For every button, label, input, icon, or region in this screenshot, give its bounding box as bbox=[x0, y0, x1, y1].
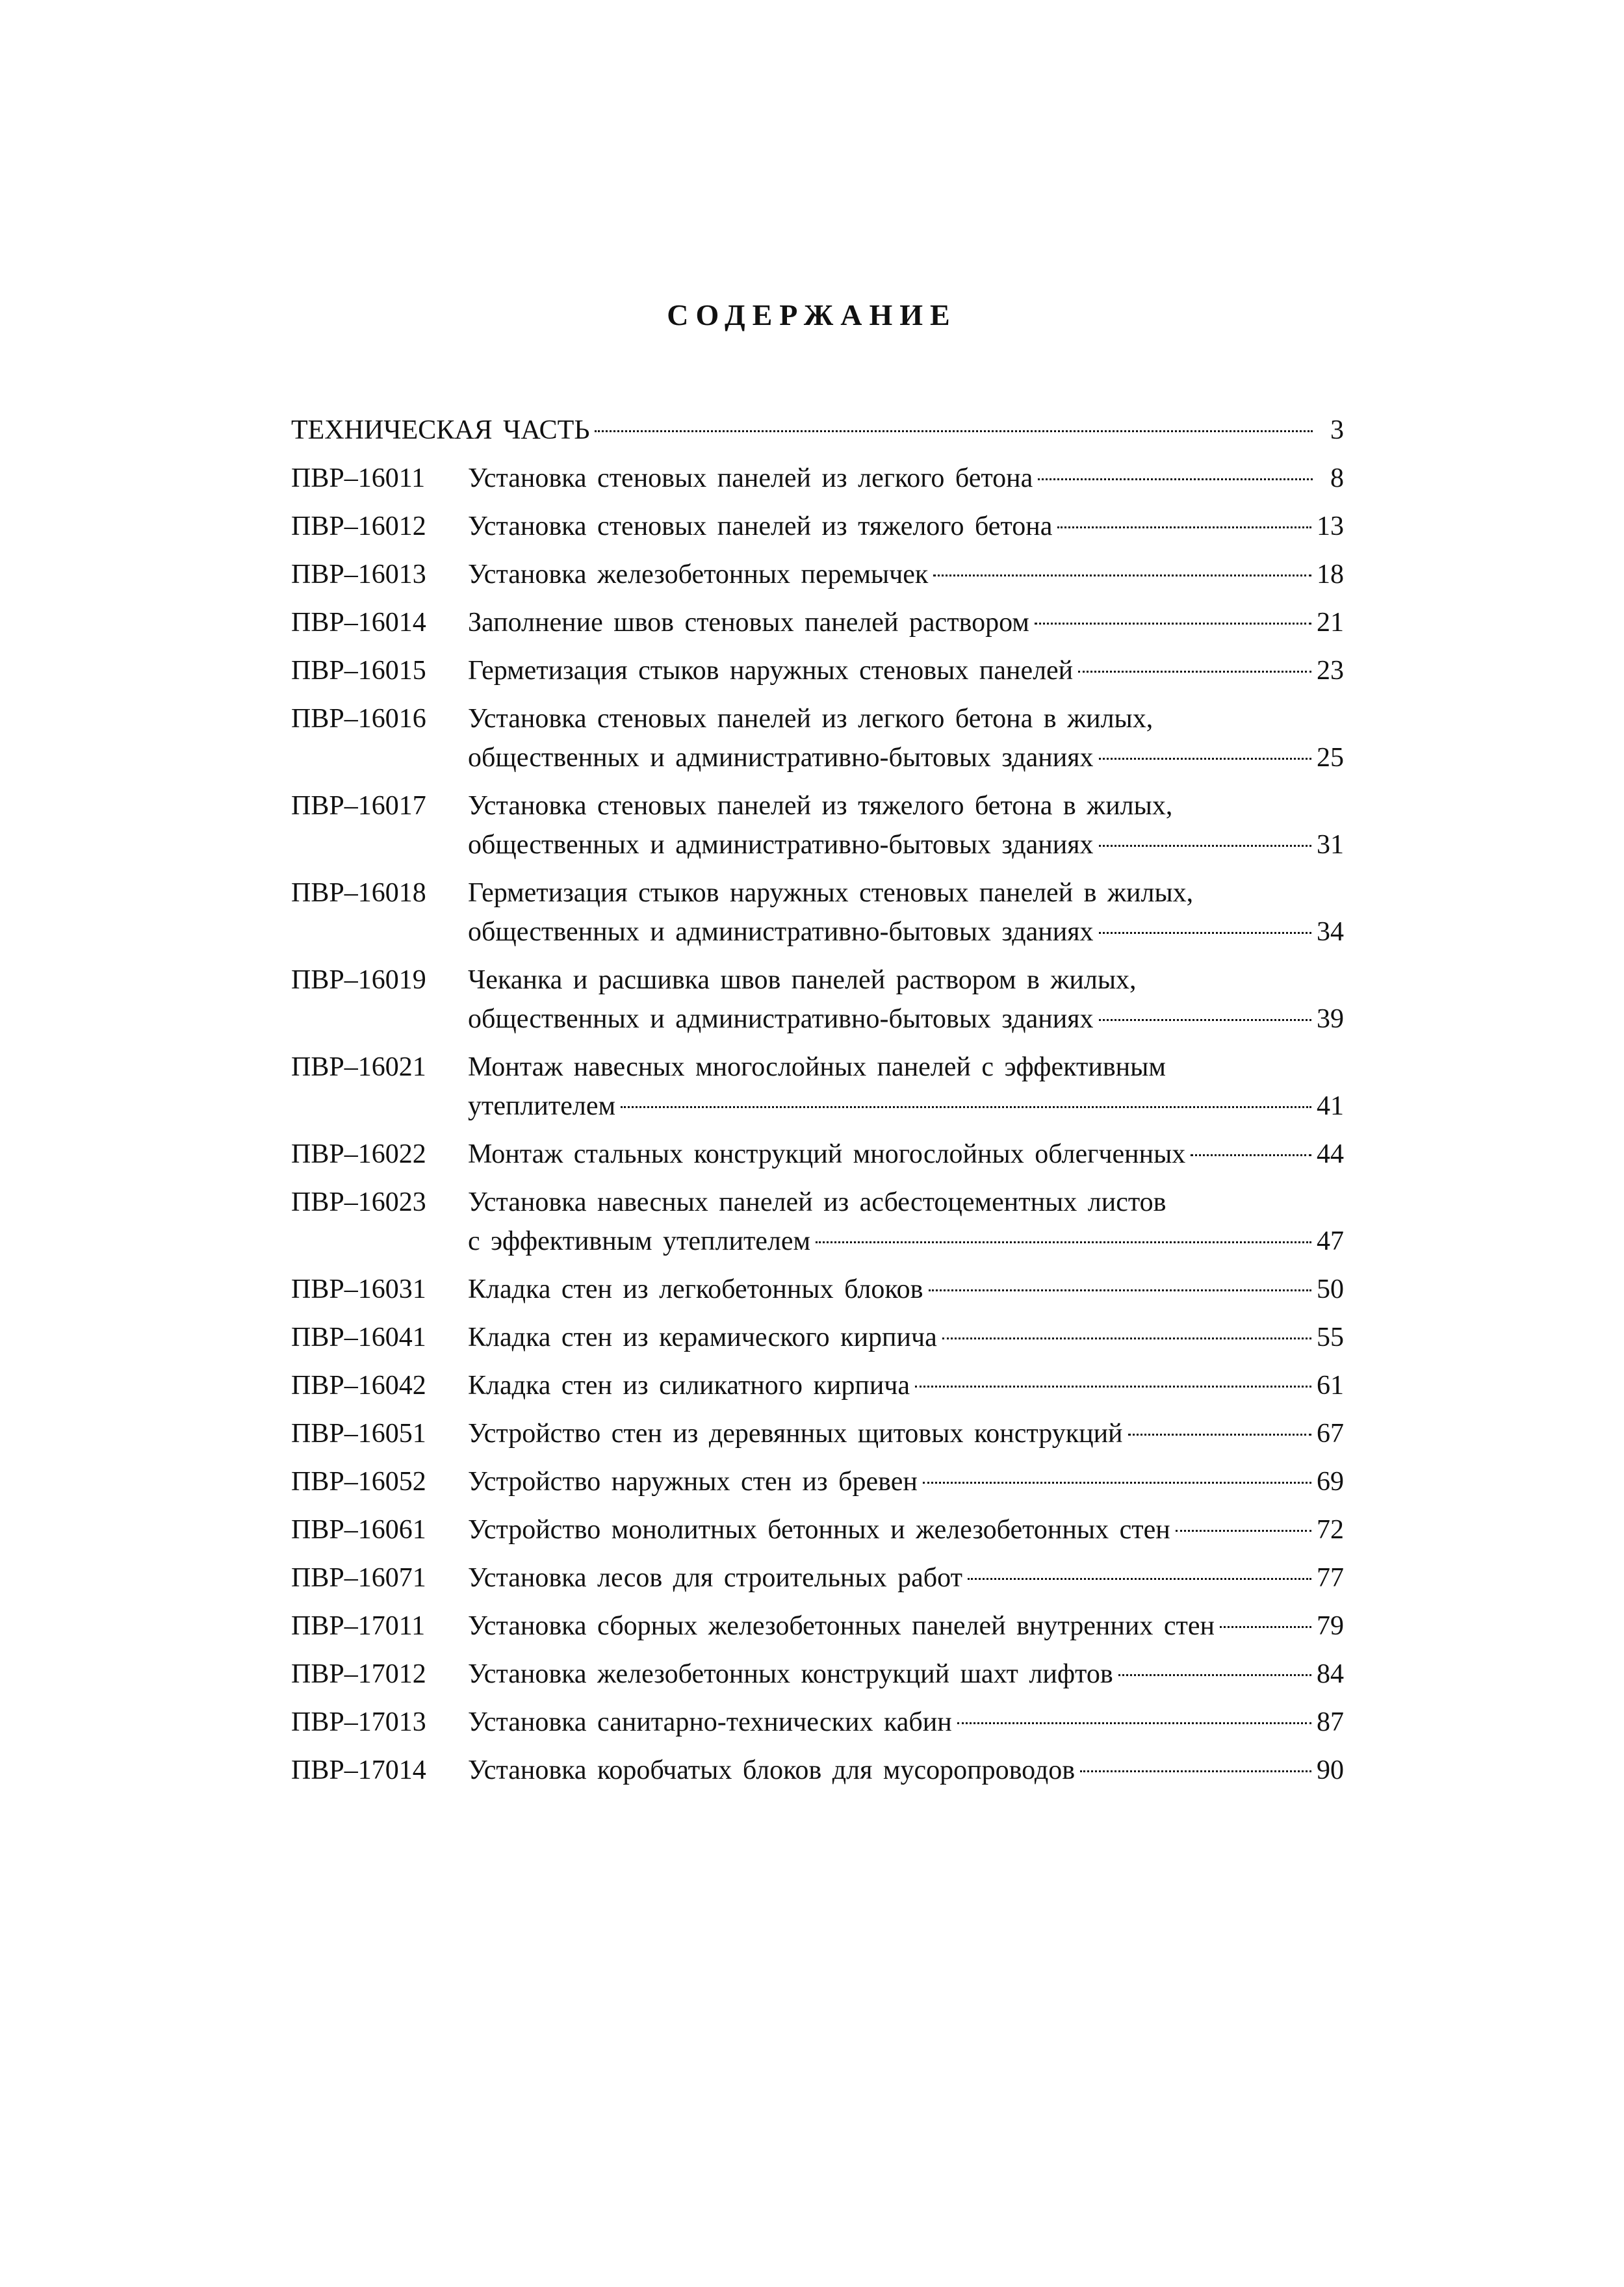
toc-entry-title: Заполнение швов стеновых панелей раствором bbox=[468, 608, 1029, 638]
toc-entry-body bbox=[468, 1414, 1344, 1453]
toc-entry-line bbox=[468, 1703, 1344, 1742]
toc-entry-line bbox=[468, 1183, 1344, 1222]
toc-entry-title: Монтаж навесных многослойных панелей с эффективным bbox=[468, 1052, 1166, 1082]
dot-leader bbox=[1080, 1770, 1311, 1772]
toc-entry-line bbox=[291, 411, 1344, 450]
toc-entry-title: Кладка стен из силикатного кирпича bbox=[468, 1371, 910, 1401]
toc-entry-line bbox=[468, 1135, 1344, 1174]
toc-entry-title: Установка стеновых панелей из легкого бетона bbox=[468, 463, 1033, 493]
toc-entry-line bbox=[468, 555, 1344, 594]
toc-entry-title: Устройство стен из деревянных щитовых конструкций bbox=[468, 1419, 1123, 1449]
toc-entry-code: ПВР–17011 bbox=[291, 1611, 426, 1641]
toc-entry-body bbox=[468, 961, 1344, 1039]
toc-entry-body bbox=[468, 1270, 1344, 1309]
toc-entry-code: ПВР–17012 bbox=[291, 1659, 426, 1689]
toc-entry-title: Герметизация стыков наружных стеновых панелей в жилых, bbox=[468, 878, 1194, 908]
toc-entry-line bbox=[468, 825, 1344, 864]
toc-page-number: 3 bbox=[1330, 415, 1344, 445]
toc-entry-title: с эффективным утеплителем bbox=[468, 1226, 811, 1256]
toc-page-number: 77 bbox=[1317, 1563, 1344, 1593]
toc-entry-body bbox=[468, 1751, 1344, 1790]
toc-entry-title: Установка железобетонных конструкций шахт лифтов bbox=[468, 1659, 1113, 1689]
dot-leader bbox=[1191, 1154, 1311, 1156]
toc-entry-line bbox=[468, 459, 1344, 498]
toc-page-number: 90 bbox=[1317, 1755, 1344, 1785]
toc-entry bbox=[291, 1135, 1344, 1174]
toc-page-number: 87 bbox=[1317, 1707, 1344, 1737]
toc-entry-code: ПВР–17013 bbox=[291, 1707, 426, 1737]
toc-entry-title: Герметизация стыков наружных стеновых панелей bbox=[468, 656, 1074, 686]
toc-entry-code: ПВР–16015 bbox=[291, 656, 426, 686]
toc-entry bbox=[291, 1607, 1344, 1646]
toc-page-number: 34 bbox=[1317, 917, 1344, 947]
toc-entry-line bbox=[468, 1607, 1344, 1646]
toc-entry-code: ПВР–16012 bbox=[291, 511, 426, 541]
dot-leader bbox=[1099, 1019, 1311, 1021]
dot-leader bbox=[942, 1337, 1311, 1339]
toc-page-number: 61 bbox=[1317, 1371, 1344, 1401]
toc-page-number: 25 bbox=[1317, 743, 1344, 773]
toc-page-number: 79 bbox=[1317, 1611, 1344, 1641]
dot-leader bbox=[1176, 1530, 1311, 1532]
toc-entry bbox=[291, 699, 1344, 777]
dot-leader bbox=[816, 1241, 1311, 1243]
toc-entry-title: Установка железобетонных перемычек bbox=[468, 560, 929, 589]
toc-entry-line bbox=[468, 1751, 1344, 1790]
toc-entry-body bbox=[468, 699, 1344, 777]
dot-leader bbox=[1118, 1674, 1311, 1676]
toc-entry-body bbox=[468, 555, 1344, 594]
toc-page-number: 44 bbox=[1317, 1139, 1344, 1169]
dot-leader bbox=[1057, 526, 1311, 528]
toc-entry-code: ПВР–16052 bbox=[291, 1467, 426, 1497]
toc-entry-title: Чеканка и расшивка швов панелей раствором в жилых, bbox=[468, 965, 1137, 995]
table-of-contents bbox=[291, 411, 1344, 1799]
toc-entry-line bbox=[468, 1655, 1344, 1694]
toc-entry-title: Установка санитарно-технических кабин bbox=[468, 1707, 952, 1737]
toc-page-number: 67 bbox=[1317, 1419, 1344, 1449]
toc-page-number: 41 bbox=[1317, 1091, 1344, 1121]
toc-page-number: 18 bbox=[1317, 560, 1344, 589]
toc-entry bbox=[291, 1048, 1344, 1126]
toc-page-number: 21 bbox=[1317, 608, 1344, 638]
toc-entry-line bbox=[468, 1222, 1344, 1261]
toc-entry-title: Кладка стен из керамического кирпича bbox=[468, 1323, 937, 1352]
toc-page-number: 39 bbox=[1317, 1004, 1344, 1034]
toc-entry-line bbox=[468, 1510, 1344, 1549]
toc-page-number: 72 bbox=[1317, 1515, 1344, 1545]
toc-page-number: 31 bbox=[1317, 830, 1344, 860]
toc-entry bbox=[291, 1751, 1344, 1790]
toc-entry bbox=[291, 1414, 1344, 1453]
toc-entry-line bbox=[468, 651, 1344, 690]
toc-page-number: 84 bbox=[1317, 1659, 1344, 1689]
toc-entry bbox=[291, 555, 1344, 594]
toc-entry bbox=[291, 603, 1344, 642]
toc-entry-title: Устройство монолитных бетонных и железобетонных стен bbox=[468, 1515, 1170, 1545]
toc-entry-body bbox=[468, 1607, 1344, 1646]
toc-entry-body bbox=[468, 1703, 1344, 1742]
toc-entry bbox=[291, 786, 1344, 864]
toc-entry-code: ПВР–17014 bbox=[291, 1755, 426, 1785]
toc-entry bbox=[291, 873, 1344, 951]
toc-entry-body bbox=[468, 1462, 1344, 1501]
toc-entry-code: ПВР–16041 bbox=[291, 1323, 426, 1352]
toc-entry-line bbox=[468, 912, 1344, 951]
toc-entry-title: общественных и административно-бытовых зданиях bbox=[468, 1004, 1094, 1034]
toc-entry-line bbox=[468, 961, 1344, 1000]
toc-entry-line bbox=[468, 1462, 1344, 1501]
toc-entry-body bbox=[468, 1510, 1344, 1549]
toc-entry-body bbox=[468, 459, 1344, 498]
page-title: СОДЕРЖАНИЕ bbox=[667, 298, 957, 331]
dot-leader bbox=[923, 1482, 1311, 1484]
dot-leader bbox=[915, 1386, 1311, 1388]
toc-entry-body bbox=[468, 1655, 1344, 1694]
toc-entry-line bbox=[468, 786, 1344, 825]
toc-entry-body bbox=[468, 603, 1344, 642]
toc-page-number: 47 bbox=[1317, 1226, 1344, 1256]
toc-entry-code: ПВР–16031 bbox=[291, 1274, 426, 1304]
toc-entry-line bbox=[468, 1270, 1344, 1309]
dot-leader bbox=[1220, 1626, 1311, 1628]
dot-leader bbox=[1078, 671, 1311, 673]
toc-entry-body bbox=[468, 786, 1344, 864]
toc-entry bbox=[291, 1655, 1344, 1694]
toc-entry-title: общественных и административно-бытовых зданиях bbox=[468, 743, 1094, 773]
toc-entry-code: ПВР–16022 bbox=[291, 1139, 426, 1169]
toc-entry-title: Устройство наружных стен из бревен bbox=[468, 1467, 918, 1497]
toc-entry bbox=[291, 507, 1344, 546]
toc-entry-title: Установка навесных панелей из асбестоцементных листов bbox=[468, 1187, 1166, 1217]
toc-entry-title: Установка коробчатых блоков для мусоропроводов bbox=[468, 1755, 1076, 1785]
toc-entry bbox=[291, 1703, 1344, 1742]
dot-leader bbox=[933, 575, 1311, 576]
dot-leader bbox=[957, 1722, 1311, 1724]
toc-entry-code: ПВР–16051 bbox=[291, 1419, 426, 1449]
toc-entry-line bbox=[468, 1318, 1344, 1357]
dot-leader bbox=[929, 1289, 1312, 1291]
dot-leader bbox=[595, 430, 1313, 432]
toc-entry-body bbox=[468, 1183, 1344, 1261]
toc-entry bbox=[291, 411, 1344, 450]
toc-entry-line bbox=[468, 1558, 1344, 1597]
toc-entry bbox=[291, 1366, 1344, 1405]
toc-entry-body bbox=[468, 651, 1344, 690]
toc-entry-title: Установка сборных железобетонных панелей внутренних стен bbox=[468, 1611, 1215, 1641]
toc-entry-title: Установка стеновых панелей из тяжелого бетона в жилых, bbox=[468, 791, 1173, 821]
toc-entry-code: ПВР–16071 bbox=[291, 1563, 426, 1593]
toc-entry-body bbox=[468, 1318, 1344, 1357]
toc-entry-body bbox=[468, 507, 1344, 546]
dot-leader bbox=[1035, 623, 1311, 625]
toc-entry-code: ПВР–16014 bbox=[291, 608, 426, 638]
toc-entry-body bbox=[468, 873, 1344, 951]
toc-entry-line bbox=[468, 873, 1344, 912]
toc-page-number: 69 bbox=[1317, 1467, 1344, 1497]
toc-page-number: 13 bbox=[1317, 511, 1344, 541]
toc-entry-title: общественных и административно-бытовых зданиях bbox=[468, 917, 1094, 947]
toc-entry-code: ПВР–16042 bbox=[291, 1371, 426, 1401]
toc-entry-code: ПВР–16019 bbox=[291, 965, 426, 995]
toc-entry-title: утеплителем bbox=[468, 1091, 616, 1121]
toc-page-number: 8 bbox=[1330, 463, 1344, 493]
dot-leader bbox=[1099, 932, 1311, 934]
toc-entry-line bbox=[468, 1087, 1344, 1126]
toc-entry-code: ПВР–16016 bbox=[291, 704, 426, 734]
dot-leader bbox=[968, 1578, 1311, 1580]
toc-entry-code: ПВР–16011 bbox=[291, 463, 426, 493]
dot-leader bbox=[1099, 758, 1311, 760]
toc-entry bbox=[291, 1270, 1344, 1309]
toc-entry-code: ПВР–16021 bbox=[291, 1052, 426, 1082]
toc-entry-body bbox=[468, 1048, 1344, 1126]
toc-entry-line bbox=[468, 1000, 1344, 1039]
dot-leader bbox=[1099, 845, 1311, 847]
toc-entry bbox=[291, 961, 1344, 1039]
toc-entry-code: ПВР–16013 bbox=[291, 560, 426, 589]
toc-entry bbox=[291, 1510, 1344, 1549]
toc-entry-code: ПВР–16017 bbox=[291, 791, 426, 821]
toc-entry-line bbox=[468, 1366, 1344, 1405]
toc-entry-code: ПВР–16061 bbox=[291, 1515, 426, 1545]
toc-page-number: 55 bbox=[1317, 1323, 1344, 1352]
toc-entry bbox=[291, 1558, 1344, 1597]
toc-entry-body bbox=[291, 411, 1344, 450]
toc-entry bbox=[291, 1318, 1344, 1357]
dot-leader bbox=[1128, 1434, 1311, 1436]
toc-entry bbox=[291, 1183, 1344, 1261]
toc-entry-title: общественных и административно-бытовых зданиях bbox=[468, 830, 1094, 860]
toc-entry-line bbox=[468, 507, 1344, 546]
toc-entry-title: Установка стеновых панелей из тяжелого бетона bbox=[468, 511, 1053, 541]
toc-entry-line bbox=[468, 603, 1344, 642]
toc-entry-title: ТЕХНИЧЕСКАЯ ЧАСТЬ bbox=[291, 415, 590, 445]
toc-entry bbox=[291, 1462, 1344, 1501]
toc-entry-title: Установка стеновых панелей из легкого бетона в жилых, bbox=[468, 704, 1154, 734]
toc-entry-title: Кладка стен из легкобетонных блоков bbox=[468, 1274, 923, 1304]
toc-entry-code: ПВР–16023 bbox=[291, 1187, 426, 1217]
toc-entry-title: Монтаж стальных конструкций многослойных облегченных bbox=[468, 1139, 1186, 1169]
toc-entry-body bbox=[468, 1366, 1344, 1405]
toc-entry-line bbox=[468, 1048, 1344, 1087]
toc-entry-line bbox=[468, 699, 1344, 738]
toc-page-number: 50 bbox=[1317, 1274, 1344, 1304]
toc-entry-line bbox=[468, 1414, 1344, 1453]
dot-leader bbox=[621, 1106, 1311, 1108]
toc-entry bbox=[291, 459, 1344, 498]
toc-entry-code: ПВР–16018 bbox=[291, 878, 426, 908]
toc-entry-line bbox=[468, 738, 1344, 777]
toc-entry-title: Установка лесов для строительных работ bbox=[468, 1563, 962, 1593]
toc-entry-body bbox=[468, 1558, 1344, 1597]
toc-page-number: 23 bbox=[1317, 656, 1344, 686]
toc-entry-body bbox=[468, 1135, 1344, 1174]
dot-leader bbox=[1038, 478, 1313, 480]
toc-entry bbox=[291, 651, 1344, 690]
